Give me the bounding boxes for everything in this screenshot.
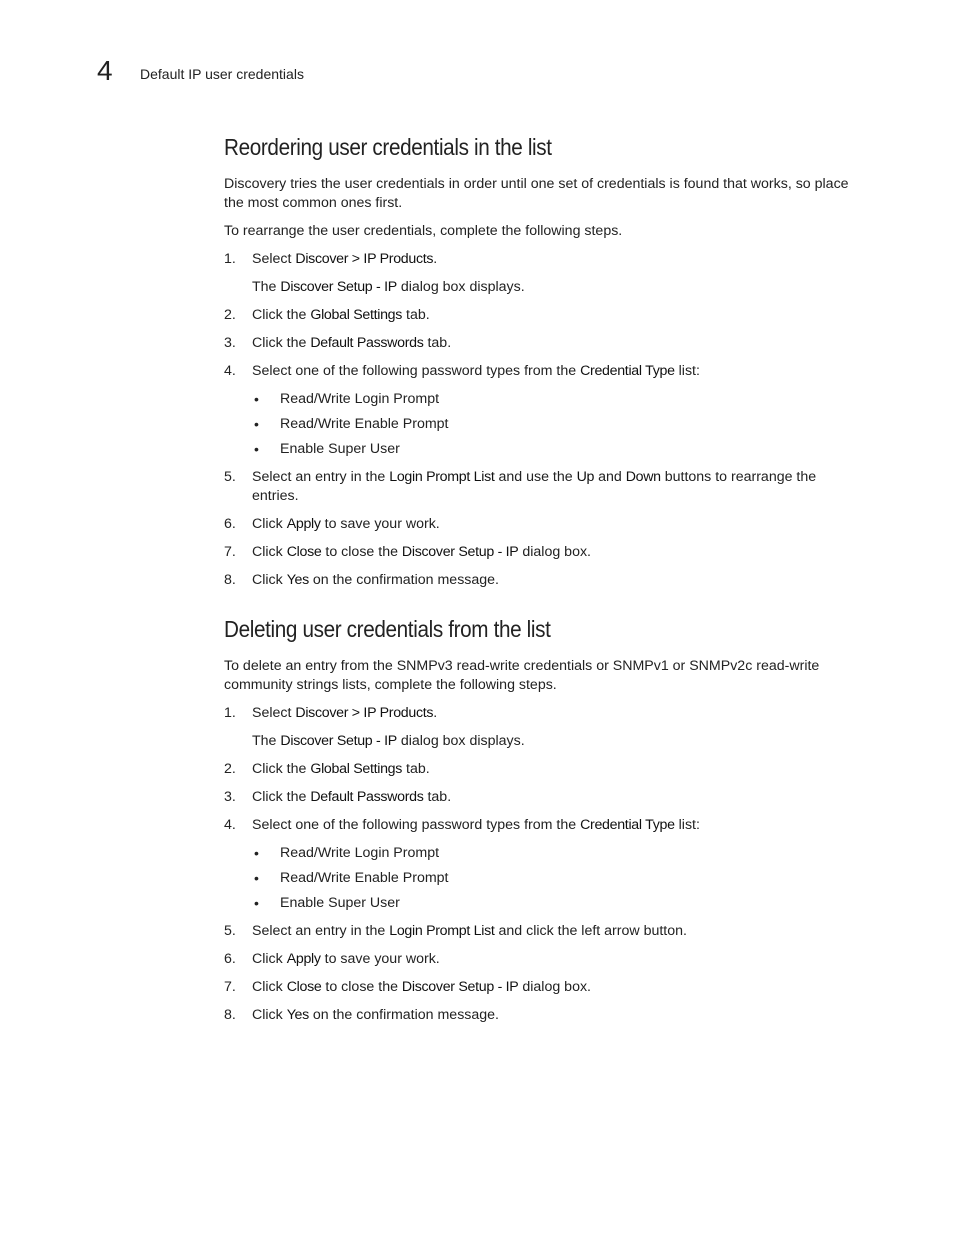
step-text: Click bbox=[252, 1007, 287, 1023]
bullet-icon: • bbox=[254, 441, 259, 457]
ui-term: Login Prompt List bbox=[389, 469, 495, 485]
step-number: 7. bbox=[224, 544, 236, 560]
step-text: Select one of the following password types from the bbox=[252, 363, 581, 379]
step-result bbox=[252, 732, 864, 751]
ui-term: Down bbox=[625, 469, 661, 485]
bullet-icon: • bbox=[254, 845, 259, 861]
step-number: 6. bbox=[224, 516, 236, 532]
step-text: list: bbox=[674, 363, 700, 379]
step-number: 4. bbox=[224, 817, 236, 833]
step-text: Click the bbox=[252, 761, 311, 777]
step-text: Click bbox=[252, 544, 287, 560]
section-reordering bbox=[224, 131, 864, 590]
step-text: to close the bbox=[321, 544, 402, 560]
step-number: 5. bbox=[224, 469, 236, 485]
bullet-item bbox=[252, 390, 864, 409]
step-text: Select one of the following password types from the bbox=[252, 817, 581, 833]
step-number: 8. bbox=[224, 1007, 236, 1023]
ui-term: Apply bbox=[286, 516, 321, 532]
step-text: Click bbox=[252, 516, 287, 532]
step-text: dialog box. bbox=[518, 544, 592, 560]
bullet-text: Enable Super User bbox=[280, 895, 400, 911]
intro-paragraph-2: To rearrange the user credentials, complete the following steps. bbox=[224, 223, 623, 239]
step-item bbox=[224, 543, 864, 562]
bullet-text: Read/Write Enable Prompt bbox=[280, 870, 449, 886]
section-heading: Deleting user credentials from the list bbox=[224, 616, 551, 642]
step-item bbox=[224, 362, 864, 459]
step-text: . bbox=[433, 251, 438, 267]
step-text: dialog box displays. bbox=[396, 279, 525, 295]
step-number: 3. bbox=[224, 335, 236, 351]
step-item bbox=[224, 334, 864, 353]
bullet-icon: • bbox=[254, 895, 259, 911]
step-item bbox=[224, 922, 864, 941]
ui-term: Discover > IP Products bbox=[295, 251, 434, 267]
step-text: The bbox=[252, 733, 281, 749]
bullet-item bbox=[252, 440, 864, 459]
intro-paragraph: To delete an entry from the SNMPv3 read-write credentials or SNMPv1 or SNMPv2c read-write community strings lists, complete the following steps. bbox=[224, 658, 820, 693]
step-number: 1. bbox=[224, 705, 236, 721]
steps-list bbox=[224, 704, 864, 1025]
ui-term: Credential Type bbox=[580, 817, 675, 833]
ui-term: Default Passwords bbox=[310, 335, 424, 351]
step-number: 8. bbox=[224, 572, 236, 588]
step-text: and use the bbox=[494, 469, 577, 485]
step-item bbox=[224, 571, 864, 590]
bullet-item bbox=[252, 415, 864, 434]
ui-term: Credential Type bbox=[580, 363, 675, 379]
step-item bbox=[224, 250, 864, 297]
chapter-number: 4 bbox=[97, 55, 113, 86]
steps-list bbox=[224, 250, 864, 590]
step-number: 7. bbox=[224, 979, 236, 995]
step-text: Click the bbox=[252, 335, 311, 351]
bullet-text: Read/Write Login Prompt bbox=[280, 845, 440, 861]
step-text: tab. bbox=[402, 307, 430, 323]
step-text: and click the left arrow button. bbox=[494, 923, 687, 939]
bullet-text: Read/Write Enable Prompt bbox=[280, 416, 449, 432]
step-item bbox=[224, 306, 864, 325]
intro-paragraph: Discovery tries the user credentials in order until one set of credentials is found that works, so place the most common ones first. bbox=[224, 176, 849, 211]
bullet-item bbox=[252, 844, 864, 863]
ui-term: Discover Setup - IP bbox=[401, 544, 519, 560]
step-text: tab. bbox=[423, 789, 452, 805]
step-text: Select bbox=[252, 705, 296, 721]
ui-term: Login Prompt List bbox=[389, 923, 495, 939]
step-text: tab. bbox=[402, 761, 430, 777]
step-text: Click bbox=[252, 572, 287, 588]
ui-term: Discover Setup - IP bbox=[280, 733, 397, 749]
ui-term: Yes bbox=[286, 1007, 309, 1023]
step-number: 2. bbox=[224, 761, 236, 777]
step-text: and bbox=[594, 469, 626, 485]
step-text: to save your work. bbox=[320, 951, 440, 967]
section-heading: Reordering user credentials in the list bbox=[224, 134, 552, 160]
step-text: Select bbox=[252, 251, 296, 267]
step-item bbox=[224, 950, 864, 969]
step-text: Select an entry in the bbox=[252, 469, 390, 485]
bullet-icon: • bbox=[254, 391, 259, 407]
step-text: on the confirmation message. bbox=[308, 1007, 499, 1023]
step-text: Click the bbox=[252, 789, 311, 805]
step-item bbox=[224, 704, 864, 751]
ui-term: Global Settings bbox=[310, 761, 403, 777]
step-text: Select an entry in the bbox=[252, 923, 390, 939]
step-text: list: bbox=[674, 817, 700, 833]
ui-term: Close bbox=[286, 544, 322, 560]
step-number: 2. bbox=[224, 307, 236, 323]
step-text: on the confirmation message. bbox=[308, 572, 499, 588]
step-item bbox=[224, 515, 864, 534]
step-text: dialog box. bbox=[518, 979, 592, 995]
step-text: tab. bbox=[423, 335, 452, 351]
step-number: 1. bbox=[224, 251, 236, 267]
ui-term: Global Settings bbox=[310, 307, 403, 323]
ui-term: Close bbox=[286, 979, 322, 995]
bullet-text: Enable Super User bbox=[280, 441, 400, 457]
step-number: 3. bbox=[224, 789, 236, 805]
ui-term: Discover Setup - IP bbox=[280, 279, 397, 295]
step-text: Click bbox=[252, 979, 287, 995]
ui-term: Discover Setup - IP bbox=[401, 979, 519, 995]
step-item bbox=[224, 978, 864, 997]
step-result bbox=[252, 278, 864, 297]
step-item bbox=[224, 760, 864, 779]
step-item bbox=[224, 788, 864, 807]
step-number: 5. bbox=[224, 923, 236, 939]
step-number: 4. bbox=[224, 363, 236, 379]
bullet-list bbox=[252, 390, 864, 459]
step-item bbox=[224, 816, 864, 913]
step-text: buttons to rearrange the entries. bbox=[252, 469, 817, 504]
step-text: . bbox=[433, 705, 438, 721]
step-number: 6. bbox=[224, 951, 236, 967]
bullet-text: Read/Write Login Prompt bbox=[280, 391, 440, 407]
bullet-list bbox=[252, 844, 864, 913]
step-item bbox=[224, 468, 864, 506]
section-deleting bbox=[224, 613, 864, 1025]
ui-term: Yes bbox=[286, 572, 309, 588]
step-text: to close the bbox=[321, 979, 402, 995]
step-text: dialog box displays. bbox=[396, 733, 525, 749]
step-text: Click the bbox=[252, 307, 311, 323]
ui-term: Discover > IP Products bbox=[295, 705, 434, 721]
step-text: The bbox=[252, 279, 281, 295]
bullet-item bbox=[252, 894, 864, 913]
step-text: Click bbox=[252, 951, 287, 967]
ui-term: Up bbox=[576, 469, 595, 485]
step-text: to save your work. bbox=[320, 516, 440, 532]
bullet-icon: • bbox=[254, 416, 259, 432]
bullet-item bbox=[252, 869, 864, 888]
ui-term: Default Passwords bbox=[310, 789, 424, 805]
ui-term: Apply bbox=[286, 951, 321, 967]
step-item bbox=[224, 1006, 864, 1025]
bullet-icon: • bbox=[254, 870, 259, 886]
running-title: Default IP user credentials bbox=[140, 66, 304, 82]
